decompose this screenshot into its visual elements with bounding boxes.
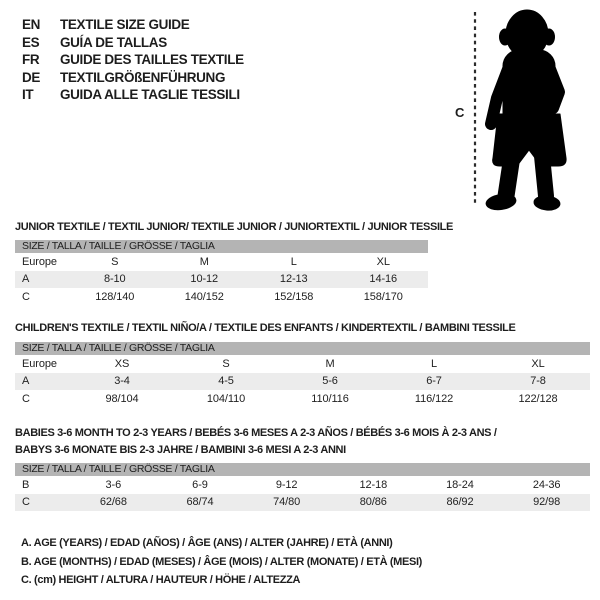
value-cell: 92/98 — [533, 496, 561, 509]
value-cell: 80/86 — [359, 496, 387, 509]
lang-row-de — [22, 69, 244, 87]
table-row — [15, 288, 428, 306]
row-label-cell: A — [22, 273, 30, 286]
size-header-band: SIZE / TALLA / TAILLE / GRÖSSE / TAGLIA — [15, 463, 590, 476]
height-measure-label: C — [455, 105, 465, 120]
lang-code: IT — [22, 87, 34, 102]
lang-code: ES — [22, 34, 40, 50]
row-label-cell: A — [22, 375, 30, 388]
value-cell: 74/80 — [273, 496, 301, 509]
height-figure-graphic — [445, 4, 585, 216]
value-cell: 4-5 — [218, 375, 234, 388]
value-cell: 116/122 — [414, 392, 454, 405]
value-cell: 9-12 — [275, 478, 298, 491]
table-row — [15, 355, 590, 373]
toddler-silhouette-icon — [485, 10, 566, 212]
value-cell: 68/74 — [186, 496, 214, 509]
row-label-cell: C — [22, 496, 30, 509]
value-cell: L — [430, 357, 438, 370]
value-cell: 86/92 — [446, 496, 474, 509]
lang-code: FR — [22, 52, 40, 67]
junior-section-title: JUNIOR TEXTILE / TEXTIL JUNIOR/ TEXTILE JUNIOR / JUNIORTEXTIL / JUNIOR TESSILE — [15, 221, 454, 233]
table-row — [15, 390, 590, 408]
table-row — [15, 271, 428, 289]
babies-size-table — [15, 463, 590, 511]
value-cell: 62/68 — [99, 496, 127, 509]
value-cell: L — [290, 255, 297, 268]
value-cell: 12-18 — [359, 478, 388, 491]
legend-footnotes — [21, 534, 422, 590]
row-label-cell: Europe — [22, 255, 57, 268]
junior-size-table — [15, 240, 428, 306]
footnote-b: B. AGE (MONTHS) / EDAD (MESES) / ÂGE (MOIS) / ALTER (MONATE) / ETÀ (MESI) — [21, 555, 422, 568]
value-cell: S — [111, 255, 119, 268]
lang-label: GUIDA ALLE TAGLIE TESSILI — [60, 87, 240, 102]
value-cell: 3-4 — [114, 375, 130, 388]
value-cell: 5-6 — [322, 375, 338, 388]
lang-label: TEXTILGRÖßENFÜHRUNG — [60, 69, 226, 85]
value-cell: S — [222, 357, 230, 370]
value-cell: 98/104 — [105, 392, 139, 405]
table-row — [15, 253, 428, 271]
table-row — [15, 476, 590, 494]
value-cell: M — [199, 255, 209, 268]
value-cell: 6-9 — [192, 478, 208, 491]
table-row — [15, 373, 590, 391]
lang-label: GUIDE DES TAILLES TEXTILE — [60, 52, 244, 67]
value-cell: 10-12 — [190, 273, 219, 286]
size-header-band: SIZE / TALLA / TAILLE / GRÖSSE / TAGLIA — [15, 240, 428, 253]
value-cell: XL — [531, 357, 545, 370]
babies-section-title — [15, 425, 497, 458]
babies-title-line-1: BABIES 3-6 MONTH TO 2-3 YEARS / BEBÉS 3-6 MESES A 2-3 AÑOS / BÉBÉS 3-6 MOIS À 2-3 ANS / — [15, 427, 497, 439]
row-label-cell: B — [22, 478, 30, 491]
value-cell: M — [325, 357, 335, 370]
value-cell: 104/110 — [206, 392, 246, 405]
language-title-block — [22, 16, 244, 104]
lang-row-en — [22, 16, 244, 34]
lang-label: GUÍA DE TALLAS — [60, 34, 167, 50]
lang-label: TEXTILE SIZE GUIDE — [60, 17, 190, 32]
value-cell: 24-36 — [532, 478, 561, 491]
value-cell: 110/116 — [311, 392, 349, 405]
size-header-band: SIZE / TALLA / TAILLE / GRÖSSE / TAGLIA — [15, 342, 590, 355]
value-cell: 8-10 — [103, 273, 126, 286]
children-size-table — [15, 342, 590, 408]
value-cell: 140/152 — [184, 290, 224, 303]
value-cell: 6-7 — [426, 375, 442, 388]
lang-code: EN — [22, 17, 41, 32]
value-cell: 14-16 — [369, 273, 398, 286]
table-row — [15, 494, 590, 512]
lang-row-fr — [22, 51, 244, 69]
value-cell: 3-6 — [105, 478, 122, 491]
row-label-cell: C — [22, 290, 30, 303]
babies-title-line-2: BABYS 3-6 MONATE BIS 2-3 JAHRE / BAMBINI 3-6 MESI A 2-3 ANNI — [15, 443, 346, 456]
value-cell: 158/170 — [363, 290, 403, 303]
value-cell: XS — [114, 357, 130, 370]
lang-row-es — [22, 34, 244, 52]
row-label-cell: Europe — [22, 357, 57, 370]
value-cell: 12-13 — [279, 273, 308, 286]
lang-code: DE — [22, 69, 41, 85]
lang-row-it — [22, 86, 244, 104]
value-cell: 122/128 — [518, 392, 558, 405]
value-cell: 128/140 — [95, 290, 135, 303]
value-cell: 7-8 — [530, 375, 546, 388]
row-label-cell: C — [22, 392, 30, 405]
footnote-c: C. (cm) HEIGHT / ALTURA / HAUTEUR / HÖHE / ALTEZZA — [21, 574, 301, 586]
value-cell: 18-24 — [446, 478, 474, 491]
value-cell: XL — [376, 255, 390, 268]
value-cell: 152/158 — [274, 290, 314, 303]
footnote-a: A. AGE (YEARS) / EDAD (AÑOS) / ÂGE (ANS) / ALTER (JAHRE) / ETÀ (ANNI) — [21, 537, 393, 549]
children-section-title: CHILDREN'S TEXTILE / TEXTIL NIÑO/A / TEXTILE DES ENFANTS / KINDERTEXTIL / BAMBINI TESSILE — [15, 322, 516, 334]
